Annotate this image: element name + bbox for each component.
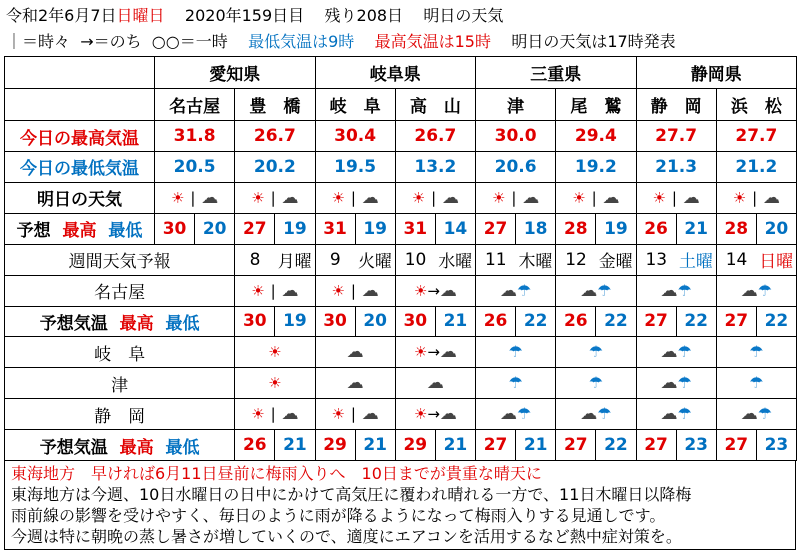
shizuoka-weather [476,399,556,430]
umbrella-icon: ☂ [508,342,523,362]
sometimes-bar: | [350,405,356,424]
weekly-max: 27 [716,430,756,461]
cloud-icon: ☁ [580,404,598,425]
umbrella-icon: ☂ [588,373,604,393]
cloud-icon: ☁ [426,373,444,394]
forecast-max: 31 [315,213,355,244]
gifu-weather [636,337,716,368]
cloud-icon: ☁ [740,404,758,425]
weekly-min: 19 [275,306,315,337]
cloud-icon: ☁ [442,187,460,208]
commentary-line: 雨前線の影響を受けやすく、毎日のように雨が降るようになって梅雨入りする見通しです。 [11,506,666,525]
cloud-icon: ☁ [201,187,219,208]
sun-icon: ☀ [413,405,428,424]
weekly-min: 20 [355,306,395,337]
forecast-max: 30 [155,213,195,244]
sun-icon: ☀ [268,343,282,362]
weekly-max: 30 [315,306,355,337]
cloud-icon: ☁ [361,404,379,425]
min-temp-note: 最低気温は9時 [248,32,355,51]
weekly-max: 26 [235,430,275,461]
table-row [5,275,797,306]
commentary-line: 東海地方は今週、10日水曜日の日中にかけて高気圧に覆われ晴れる一方で、11日木曜日以降梅 [11,485,692,504]
row-label-tomorrow: 明日の天気 [5,182,155,213]
tomorrow-weather-cell [716,182,796,213]
max-temp-note: 最高気温は15時 [374,32,491,51]
shizuoka-weather [395,399,475,430]
cloud-icon: ☁ [439,280,457,301]
table-row [5,368,797,399]
cloud-icon: ☁ [660,404,678,425]
day-number: 10 [395,244,435,275]
date: 令和2年6月7日 [6,6,117,25]
cloud-icon: ☁ [580,280,598,301]
today-min-temp: 21.3 [636,152,716,183]
umbrella-icon: ☂ [677,342,692,362]
day-number: 8 [235,244,275,275]
cloud-icon: ☁ [740,280,758,301]
weekly-max: 26 [556,306,596,337]
umbrella-icon: ☂ [597,280,612,300]
forecast-temp-label: 予想気温 [39,313,108,334]
max-label: 最高 [119,313,154,334]
row-label-forecast [5,213,155,244]
tomorrow-weather-cell [315,182,395,213]
nagoya-weather [556,275,636,306]
sometimes-bar: | [270,281,276,300]
cloud-icon: ☁ [660,373,678,394]
cloud-icon: ☁ [346,373,364,394]
legend-later: →＝のち [80,32,142,51]
tsu-weather [395,368,475,399]
today-max-temp: 27.7 [716,121,796,152]
forecast-temp-label: 予想気温 [39,437,108,458]
umbrella-icon: ☂ [749,373,764,393]
cloud-icon: ☁ [660,342,678,363]
cloud-icon: ☁ [660,280,678,301]
forecast-max: 28 [716,213,756,244]
shizuoka-weather [235,399,315,430]
tomorrow-weather-cell [155,182,235,213]
sun-icon: ☀ [572,188,586,207]
nagoya-weather [476,275,556,306]
cloud-icon: ☁ [281,280,299,301]
arrow-icon: → [427,343,440,362]
tsu-weather [235,368,315,399]
weekly-min: 23 [676,430,716,461]
umbrella-icon: ☂ [677,280,692,300]
weekly-min: 21 [275,430,315,461]
max-label: 最高 [62,221,97,242]
table-row [5,399,797,430]
weekly-max: 27 [636,430,676,461]
weather-table [4,56,797,461]
day-number: 13 [636,244,676,275]
day-name: 木曜 [516,244,556,275]
tsu-weather [476,368,556,399]
tsu-weather [636,368,716,399]
weekly-min: 21 [355,430,395,461]
today-max-temp: 30.4 [315,121,395,152]
weekly-min: 22 [596,306,636,337]
sun-icon: ☀ [652,188,666,207]
umbrella-icon: ☂ [749,342,764,362]
min-label: 最低 [108,221,143,242]
weekly-max: 27 [556,430,596,461]
cloud-icon: ☁ [361,187,379,208]
day-number: 11 [476,244,516,275]
arrow-icon: → [427,281,440,300]
legend-temporary: ○○＝一時 [151,32,228,51]
umbrella-icon: ☂ [757,280,773,300]
forecast-min: 19 [596,213,636,244]
gifu-weather [235,337,315,368]
sun-icon: ☀ [331,188,345,207]
umbrella-icon: ☂ [757,404,773,424]
forecast-min: 14 [435,213,475,244]
forecast-min: 21 [676,213,716,244]
today-max-temp: 31.8 [155,121,235,152]
sun-icon: ☀ [170,188,185,207]
gifu-weather [315,337,395,368]
today-max-temp: 30.0 [476,121,556,152]
today-min-temp: 20.6 [476,152,556,183]
gifu-weather [716,337,796,368]
day-number: 12 [556,244,596,275]
sun-icon: ☀ [732,188,747,207]
sometimes-bar: | [591,188,597,207]
forecast-max: 27 [476,213,516,244]
umbrella-icon: ☂ [677,404,692,424]
shizuoka-weather [716,399,796,430]
day-name: 水曜 [435,244,475,275]
sun-icon: ☀ [251,281,265,300]
sun-icon: ☀ [413,343,428,362]
cloud-icon: ☁ [763,187,781,208]
umbrella-icon: ☂ [508,373,523,393]
tsu-weather [556,368,636,399]
corner-cell [5,57,155,89]
release-note: 明日の天気は17時発表 [511,32,676,51]
cloud-icon: ☁ [281,187,299,208]
sometimes-bar: | [270,405,276,424]
tomorrow-weather-cell [636,182,716,213]
row-label-today-min: 今日の最低気温 [5,152,155,183]
forecast-min: 19 [355,213,395,244]
weekday: 日曜日 [116,6,165,25]
gifu-label: 岐 阜 [5,337,235,368]
header-line-1 [6,6,503,26]
sun-icon: ☀ [411,188,426,207]
nagoya-weather [395,275,475,306]
sometimes-bar: | [350,281,356,300]
tsu-weather [716,368,796,399]
today-max-temp: 29.4 [556,121,636,152]
today-max-temp: 26.7 [235,121,315,152]
weekly-max: 30 [395,306,435,337]
nagoya-weather [235,275,315,306]
day-name: 火曜 [355,244,395,275]
cloud-icon: ☁ [361,280,379,301]
forecast-min: 20 [756,213,796,244]
cloud-icon: ☁ [522,187,540,208]
weekly-min: 22 [676,306,716,337]
min-label: 最低 [165,313,200,334]
day-name: 土曜 [676,244,716,275]
row-label-today-max: 今日の最高気温 [5,121,155,152]
city-header: 津 [476,89,556,121]
bottom_t-label [5,430,235,461]
sometimes-bar: | [511,188,517,207]
today-max-temp: 27.7 [636,121,716,152]
umbrella-icon: ☂ [516,404,532,424]
prefecture-header: 岐阜県 [315,57,476,89]
prefecture-header: 静岡県 [636,57,797,89]
sun-icon: ☀ [413,281,428,300]
sometimes-bar: | [431,188,437,207]
forecast-max: 27 [235,213,275,244]
weekly-min: 21 [435,430,475,461]
today-min-temp: 20.5 [155,152,235,183]
today-min-temp: 19.5 [315,152,395,183]
day-of-year: 2020年159日目 [184,6,305,25]
today-min-temp: 20.2 [235,152,315,183]
legend-sometimes: ｜＝時々 [6,32,71,51]
sun-icon: ☀ [268,374,282,393]
shizuoka-weather [315,399,395,430]
weekly-title: 週間天気予報 [5,244,235,275]
sometimes-bar: | [190,188,196,207]
sometimes-bar: | [671,188,677,207]
cloud-icon: ☁ [499,280,517,301]
cloud-icon: ☁ [602,187,620,208]
nagoya-weather [315,275,395,306]
sometimes-bar: | [270,188,276,207]
forecast-max: 28 [556,213,596,244]
city-header: 豊 橋 [235,89,315,121]
nagoya-weather [716,275,796,306]
corner-cell [5,89,155,121]
forecast-max: 26 [636,213,676,244]
umbrella-icon: ☂ [597,404,612,424]
cloud-icon: ☁ [682,187,700,208]
day-name: 金曜 [596,244,636,275]
tomorrow-weather-cell [235,182,315,213]
tomorrow-weather-cell [556,182,636,213]
table-row [5,152,797,183]
nagoya-weather [636,275,716,306]
header-line-2 [6,32,676,52]
day-name: 月曜 [275,244,315,275]
weekly-max: 26 [476,306,516,337]
day-name: 日曜 [756,244,796,275]
weekly-max: 29 [315,430,355,461]
shizuoka-label: 静 岡 [5,399,235,430]
city-header: 高 山 [395,89,475,121]
umbrella-icon: ☂ [516,280,532,300]
sometimes-bar: | [752,188,758,207]
gifu-weather [556,337,636,368]
weekly-min: 22 [596,430,636,461]
weekly-min: 21 [435,306,475,337]
forecast-max: 31 [395,213,435,244]
day-number: 14 [716,244,756,275]
forecast-min: 20 [195,213,235,244]
weekly-min: 22 [756,306,796,337]
city-header: 静 岡 [636,89,716,121]
cloud-icon: ☁ [281,404,299,425]
cloud-icon: ☁ [499,404,517,425]
arrow-icon: → [427,405,440,424]
sun-icon: ☀ [251,188,265,207]
cloud-icon: ☁ [439,404,457,425]
table-row [5,182,797,213]
commentary-line: 今週は特に朝晩の蒸し暑さが増していくので、適度にエアコンを活用するなど熱中症対策を。 [11,527,682,546]
weekly-min: 21 [516,430,556,461]
cloud-icon: ☁ [346,342,364,363]
weekly-max: 27 [716,306,756,337]
forecast-commentary [4,461,796,550]
sun-icon: ☀ [331,405,345,424]
sun-icon: ☀ [331,281,345,300]
weekly-max: 29 [395,430,435,461]
city-header: 尾 鷲 [556,89,636,121]
table-row [5,213,797,244]
prefecture-header: 三重県 [476,57,637,89]
cloud-icon: ☁ [439,342,457,363]
day-number: 9 [315,244,355,275]
tomorrow-weather-cell [476,182,556,213]
weekly-max: 27 [476,430,516,461]
tomorrow-weather-cell [395,182,475,213]
city-header: 岐 阜 [315,89,395,121]
sometimes-bar: | [350,188,356,207]
forecast-min: 18 [516,213,556,244]
shizuoka-weather [636,399,716,430]
nagoya-label: 名古屋 [5,275,235,306]
table-row [5,121,797,152]
table-row [5,244,797,275]
city-header: 名古屋 [155,89,235,121]
weekly-min: 23 [756,430,796,461]
sun-icon: ☀ [251,405,265,424]
table-row [5,89,797,121]
nagoya_t-label [5,306,235,337]
weekly-min: 22 [516,306,556,337]
max-label: 最高 [119,437,154,458]
today-min-temp: 19.2 [556,152,636,183]
table-row [5,306,797,337]
table-row [5,337,797,368]
tomorrow-weather-title: 明日の天気 [423,6,504,25]
forecast-min: 19 [275,213,315,244]
sun-icon: ☀ [491,188,506,207]
commentary-headline: 東海地方 早ければ6月11日昼前に梅雨入りへ 10日までが貴重な晴天に [11,464,542,483]
table-row [5,57,797,89]
gifu-weather [476,337,556,368]
weekly-max: 27 [636,306,676,337]
table-row [5,430,797,461]
prefecture-header: 愛知県 [155,57,316,89]
weekly-max: 30 [235,306,275,337]
city-header: 浜 松 [716,89,796,121]
umbrella-icon: ☂ [677,373,692,393]
today-max-temp: 26.7 [395,121,475,152]
umbrella-icon: ☂ [588,342,604,362]
gifu-weather [395,337,475,368]
min-label: 最低 [165,437,200,458]
today-min-temp: 21.2 [716,152,796,183]
remaining-days: 残り208日 [324,6,404,25]
shizuoka-weather [556,399,636,430]
forecast-label: 予想 [16,221,51,242]
today-min-temp: 13.2 [395,152,475,183]
tsu-label: 津 [5,368,235,399]
tsu-weather [315,368,395,399]
